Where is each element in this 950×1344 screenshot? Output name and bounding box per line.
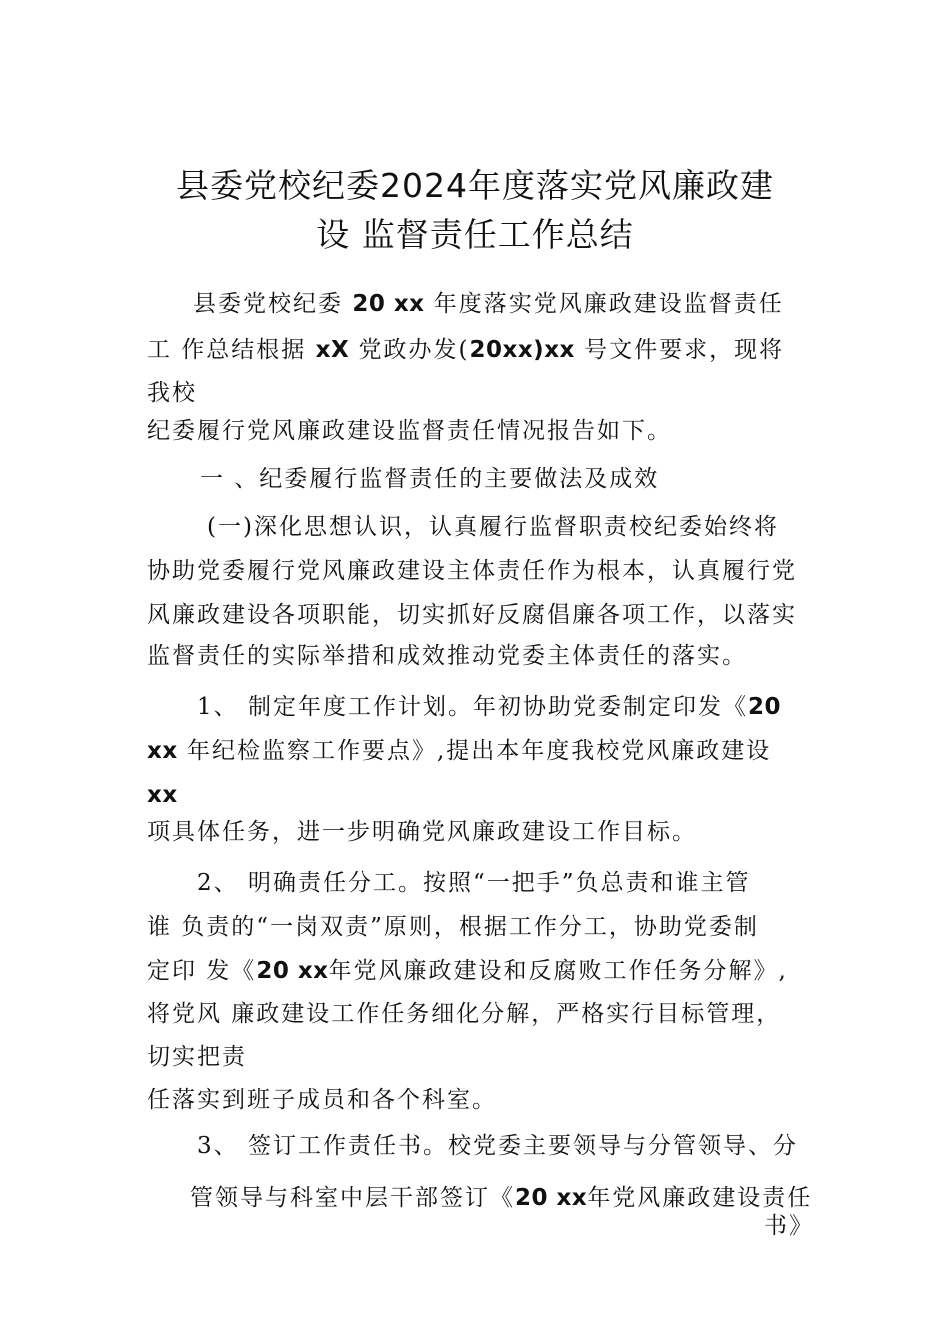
item-3-line-2 <box>190 1183 812 1213</box>
intro-doc-number: 20xx)xx <box>469 337 575 363</box>
item-2-year: 20 xx <box>256 958 329 984</box>
intro-text: 年度落实党风廉政建设监督责任 <box>424 291 784 317</box>
intro-text: 县委党校纪委 <box>193 291 353 317</box>
item-1-text: 年纪检监察工作要点》,提出本年度我校党风廉政建设 <box>177 738 772 764</box>
item-1-text: 1、 制定年度工作计划。年初协助党委制定印发《 <box>197 694 748 720</box>
item-2-line-4: 将党风 廉政建设工作任务细化分解，严格实行目标管理， <box>147 1001 782 1027</box>
intro-text: 号文件要求，现将 <box>574 337 785 363</box>
item-1-line-3: xx <box>147 782 178 808</box>
intro-text: 党政办发( <box>349 337 470 363</box>
document-title-line-1: 县委党校纪委2024年度落实党风廉政建 <box>176 166 774 205</box>
item-2-line-3 <box>147 956 788 986</box>
item-3-text: 年党风廉政建设责任 <box>587 1185 813 1211</box>
item-2-text: 定印 发《 <box>147 958 257 984</box>
intro-text: 工 作总结根据 <box>147 337 316 363</box>
intro-year: 20 xx <box>352 291 425 317</box>
intro-code: xX <box>315 337 350 363</box>
subsection-1-line-4: 监督责任的实际举措和成效推动党委主体责任的落实。 <box>147 643 747 669</box>
subsection-1-line-1: (一)深化思想认识，认真履行监督职责校纪委始终将 <box>207 514 779 540</box>
item-2-text: 年党风廉政建设和反腐败工作任务分解》, <box>328 958 788 984</box>
intro-line-3: 我校 <box>147 380 197 406</box>
item-1-line-4: 项具体任务，进一步明确党风廉政建设工作目标。 <box>147 819 697 845</box>
item-1-line-1 <box>197 692 781 722</box>
item-3-text: 管领导与科室中层干部签订《 <box>190 1185 515 1211</box>
item-1-year: xx <box>147 738 178 764</box>
intro-line-4: 纪委履行党风廉政建设监督责任情况报告如下。 <box>147 418 672 444</box>
item-2-line-5: 切实把责 <box>147 1044 247 1070</box>
item-2-line-6: 任落实到班子成员和各个科室。 <box>147 1087 497 1113</box>
item-3-line-1: 3、 签订工作责任书。校党委主要领导与分管领导、分 <box>197 1133 798 1159</box>
item-3-line-3: 书》 <box>764 1213 814 1239</box>
section-heading-1: 一 、纪委履行监督责任的主要做法及成效 <box>200 466 660 492</box>
item-3-year: 20 xx <box>515 1185 588 1211</box>
item-2-line-1: 2、 明确责任分工。按照“一把手”负总责和谁主管 <box>197 870 751 896</box>
item-1-line-2 <box>147 736 771 766</box>
intro-line-2 <box>147 335 784 365</box>
item-1-year: 20 <box>747 694 781 720</box>
document-title-line-2: 设 监督责任工作总结 <box>316 215 634 254</box>
subsection-1-line-3: 风廉政建设各项职能，切实抓好反腐倡廉各项工作，以落实 <box>147 602 797 628</box>
subsection-1-line-2: 协助党委履行党风廉政建设主体责任作为根本，认真履行党 <box>147 558 797 584</box>
item-2-line-2: 谁 负责的“一岗双责”原则，根据工作分工，协助党委制 <box>147 914 759 940</box>
intro-line-1 <box>193 289 784 319</box>
